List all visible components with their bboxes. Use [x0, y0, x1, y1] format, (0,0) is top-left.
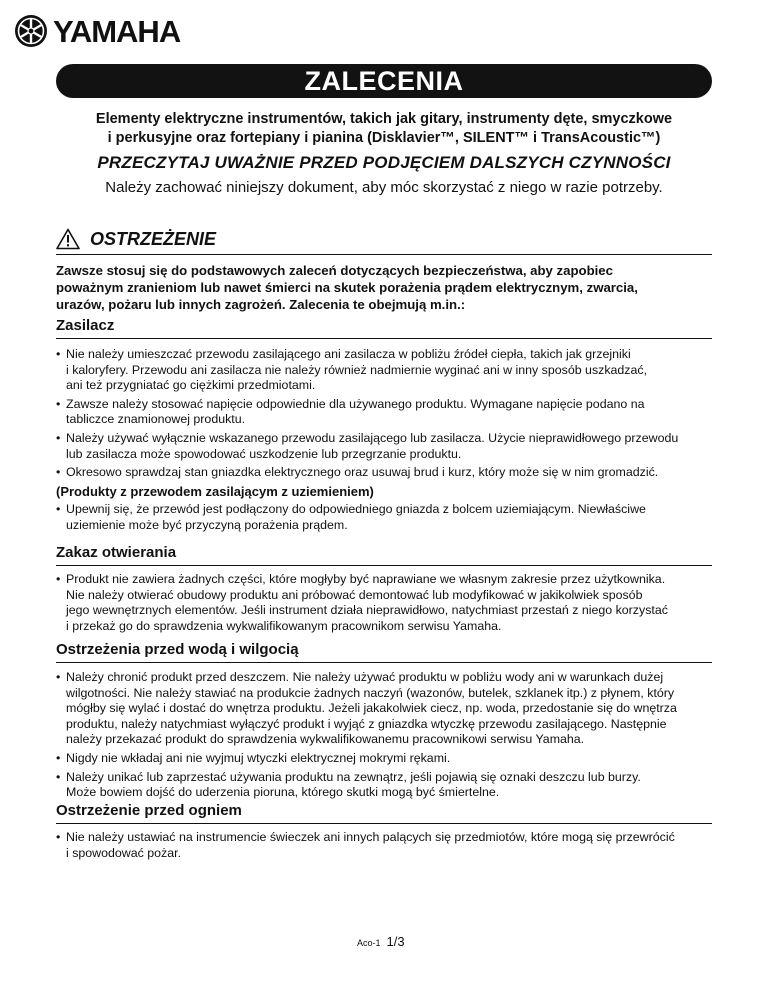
section-heading-grounded: (Produkty z przewodem zasilającym z uziemieniem): [56, 484, 374, 499]
intro-line: Zawsze stosuj się do podstawowych zaleceń dotyczących bezpieczeństwa, aby zapobiec: [56, 263, 613, 278]
intro-line: urazów, pożaru lub innych zagrożeń. Zalecenia te obejmują m.in.:: [56, 297, 466, 312]
warning-title: OSTRZEŻENIE: [90, 229, 217, 249]
section-heading-water: Ostrzeżenia przed wodą i wilgocią: [56, 640, 712, 663]
list-item: • Upewnij się, że przewód jest podłączony do odpowiedniego gniazda z bolcem uziemiającym. Niewłaściwe uziemienie może być przyczyną porażenia prądem.: [56, 502, 646, 532]
list-item: • Nie należy umieszczać przewodu zasilającego ani zasilacza w pobliżu źródeł ciepła, takich jak grzejniki i kaloryfery. Przewodu ani zasilacza nie należy również nadmiernie wyginać ani w inny sposób uszkadzać, ani też przygniatać go ciężkimi przedmiotami.: [56, 347, 648, 393]
read-first-notice: PRZECZYTAJ UWAŻNIE PRZED PODJĘCIEM DALSZYCH CZYNNOŚCI: [97, 153, 671, 172]
yamaha-logo: [14, 14, 180, 48]
page-footer: [357, 934, 405, 949]
subtitle-line: i perkusyjne oraz fortepiany i pianina (Disklavier™, SILENT™ i TransAcoustic™): [107, 130, 661, 146]
section-heading-no-opening: Zakaz otwierania: [56, 543, 712, 566]
list-item: • Należy chronić produkt przed deszczem. Nie należy używać produktu w pobliżu wody ani w warunkach dużej wilgotności. Nie należy stawiać na produkcie żadnych naczyń (wazonów, butelek, szklanek itp.) z płynem, który mógłby się wylać i dostać do wnętrza produktu. Jeżeli jakakolwiek ciecz, np. woda, przedostanie się do wnętrza produktu, należy natychmiast wyłączyć produkt i wyjąć z gniazdka wtyczkę przewodu zasilającego. Następnie należy przekazać produkt do sprawdzenia wykwalifikowanemu pracownikowi serwisu Yamaha.: [56, 670, 677, 747]
section-heading-power: Zasilacz: [56, 316, 712, 339]
tuning-fork-emblem-icon: [14, 14, 48, 48]
page-number: 1/3: [386, 934, 405, 949]
brand-name: YAMAHA: [53, 13, 181, 49]
list-item: • Należy unikać lub zaprzestać używania produktu na zewnątrz, jeśli pojawią się oznaki deszczu lub burzy. Może bowiem dojść do uderzenia pioruna, którego skutki mogą być śmiertelne.: [56, 769, 641, 800]
subtitle: [0, 110, 768, 148]
warning-heading: [56, 222, 712, 255]
list-item: • Produkt nie zawiera żadnych części, które mogłyby być naprawiane we własnym zakresie przez użytkownika. Nie należy otwierać obudowy produktu ani próbować demontować lub modyfikować w jakikolwiek sposób jego wewnętrznych elementów. Jeśli instrument działa nieprawidłowo, natychmiast przestań z niego korzystać i przekaż go do sprawdzenia wykwalifikowanym pracownikom serwisu Yamaha.: [56, 572, 668, 633]
fire-list: [56, 830, 712, 864]
page-title: ZALECENIA: [56, 64, 712, 98]
keep-document-notice: Należy zachować niniejszy dokument, aby móc skorzystać z niego w razie potrzeby.: [105, 179, 663, 196]
section-heading-fire: Ostrzeżenie przed ogniem: [56, 801, 712, 824]
document-code: Aco-1: [357, 938, 381, 948]
grounded-list: [56, 502, 712, 536]
list-item: • Nie należy ustawiać na instrumencie świeczek ani innych palących się przedmiotów, które mogą się przewrócić i spowodować pożar.: [56, 830, 675, 860]
list-item: • Nigdy nie wkładaj ani nie wyjmuj wtyczki elektrycznej mokrymi rękami.: [56, 750, 451, 765]
list-item: • Zawsze należy stosować napięcie odpowiednie dla używanego produktu. Wymagane napięcie podano na tabliczce znamionowej produktu.: [56, 396, 645, 427]
warning-intro: [56, 262, 712, 313]
intro-line: poważnym zranieniom lub nawet śmierci na skutek porażenia prądem elektrycznym, zwarcia,: [56, 280, 638, 295]
no-opening-list: [56, 572, 712, 637]
list-item: • Okresowo sprawdzaj stan gniazdka elektrycznego oraz usuwaj brud i kurz, który może się w nim gromadzić.: [56, 465, 659, 480]
warning-triangle-icon: [56, 228, 80, 250]
subtitle-line: Elementy elektryczne instrumentów, takich jak gitary, instrumenty dęte, smyczkowe: [95, 111, 673, 127]
list-item: • Należy używać wyłącznie wskazanego przewodu zasilającego lub zasilacza. Użycie nieprawidłowego przewodu lub zasilacza może spowodować uszkodzenie lub przegrzanie produktu.: [56, 430, 679, 461]
power-list: [56, 347, 712, 484]
water-list: [56, 670, 712, 804]
